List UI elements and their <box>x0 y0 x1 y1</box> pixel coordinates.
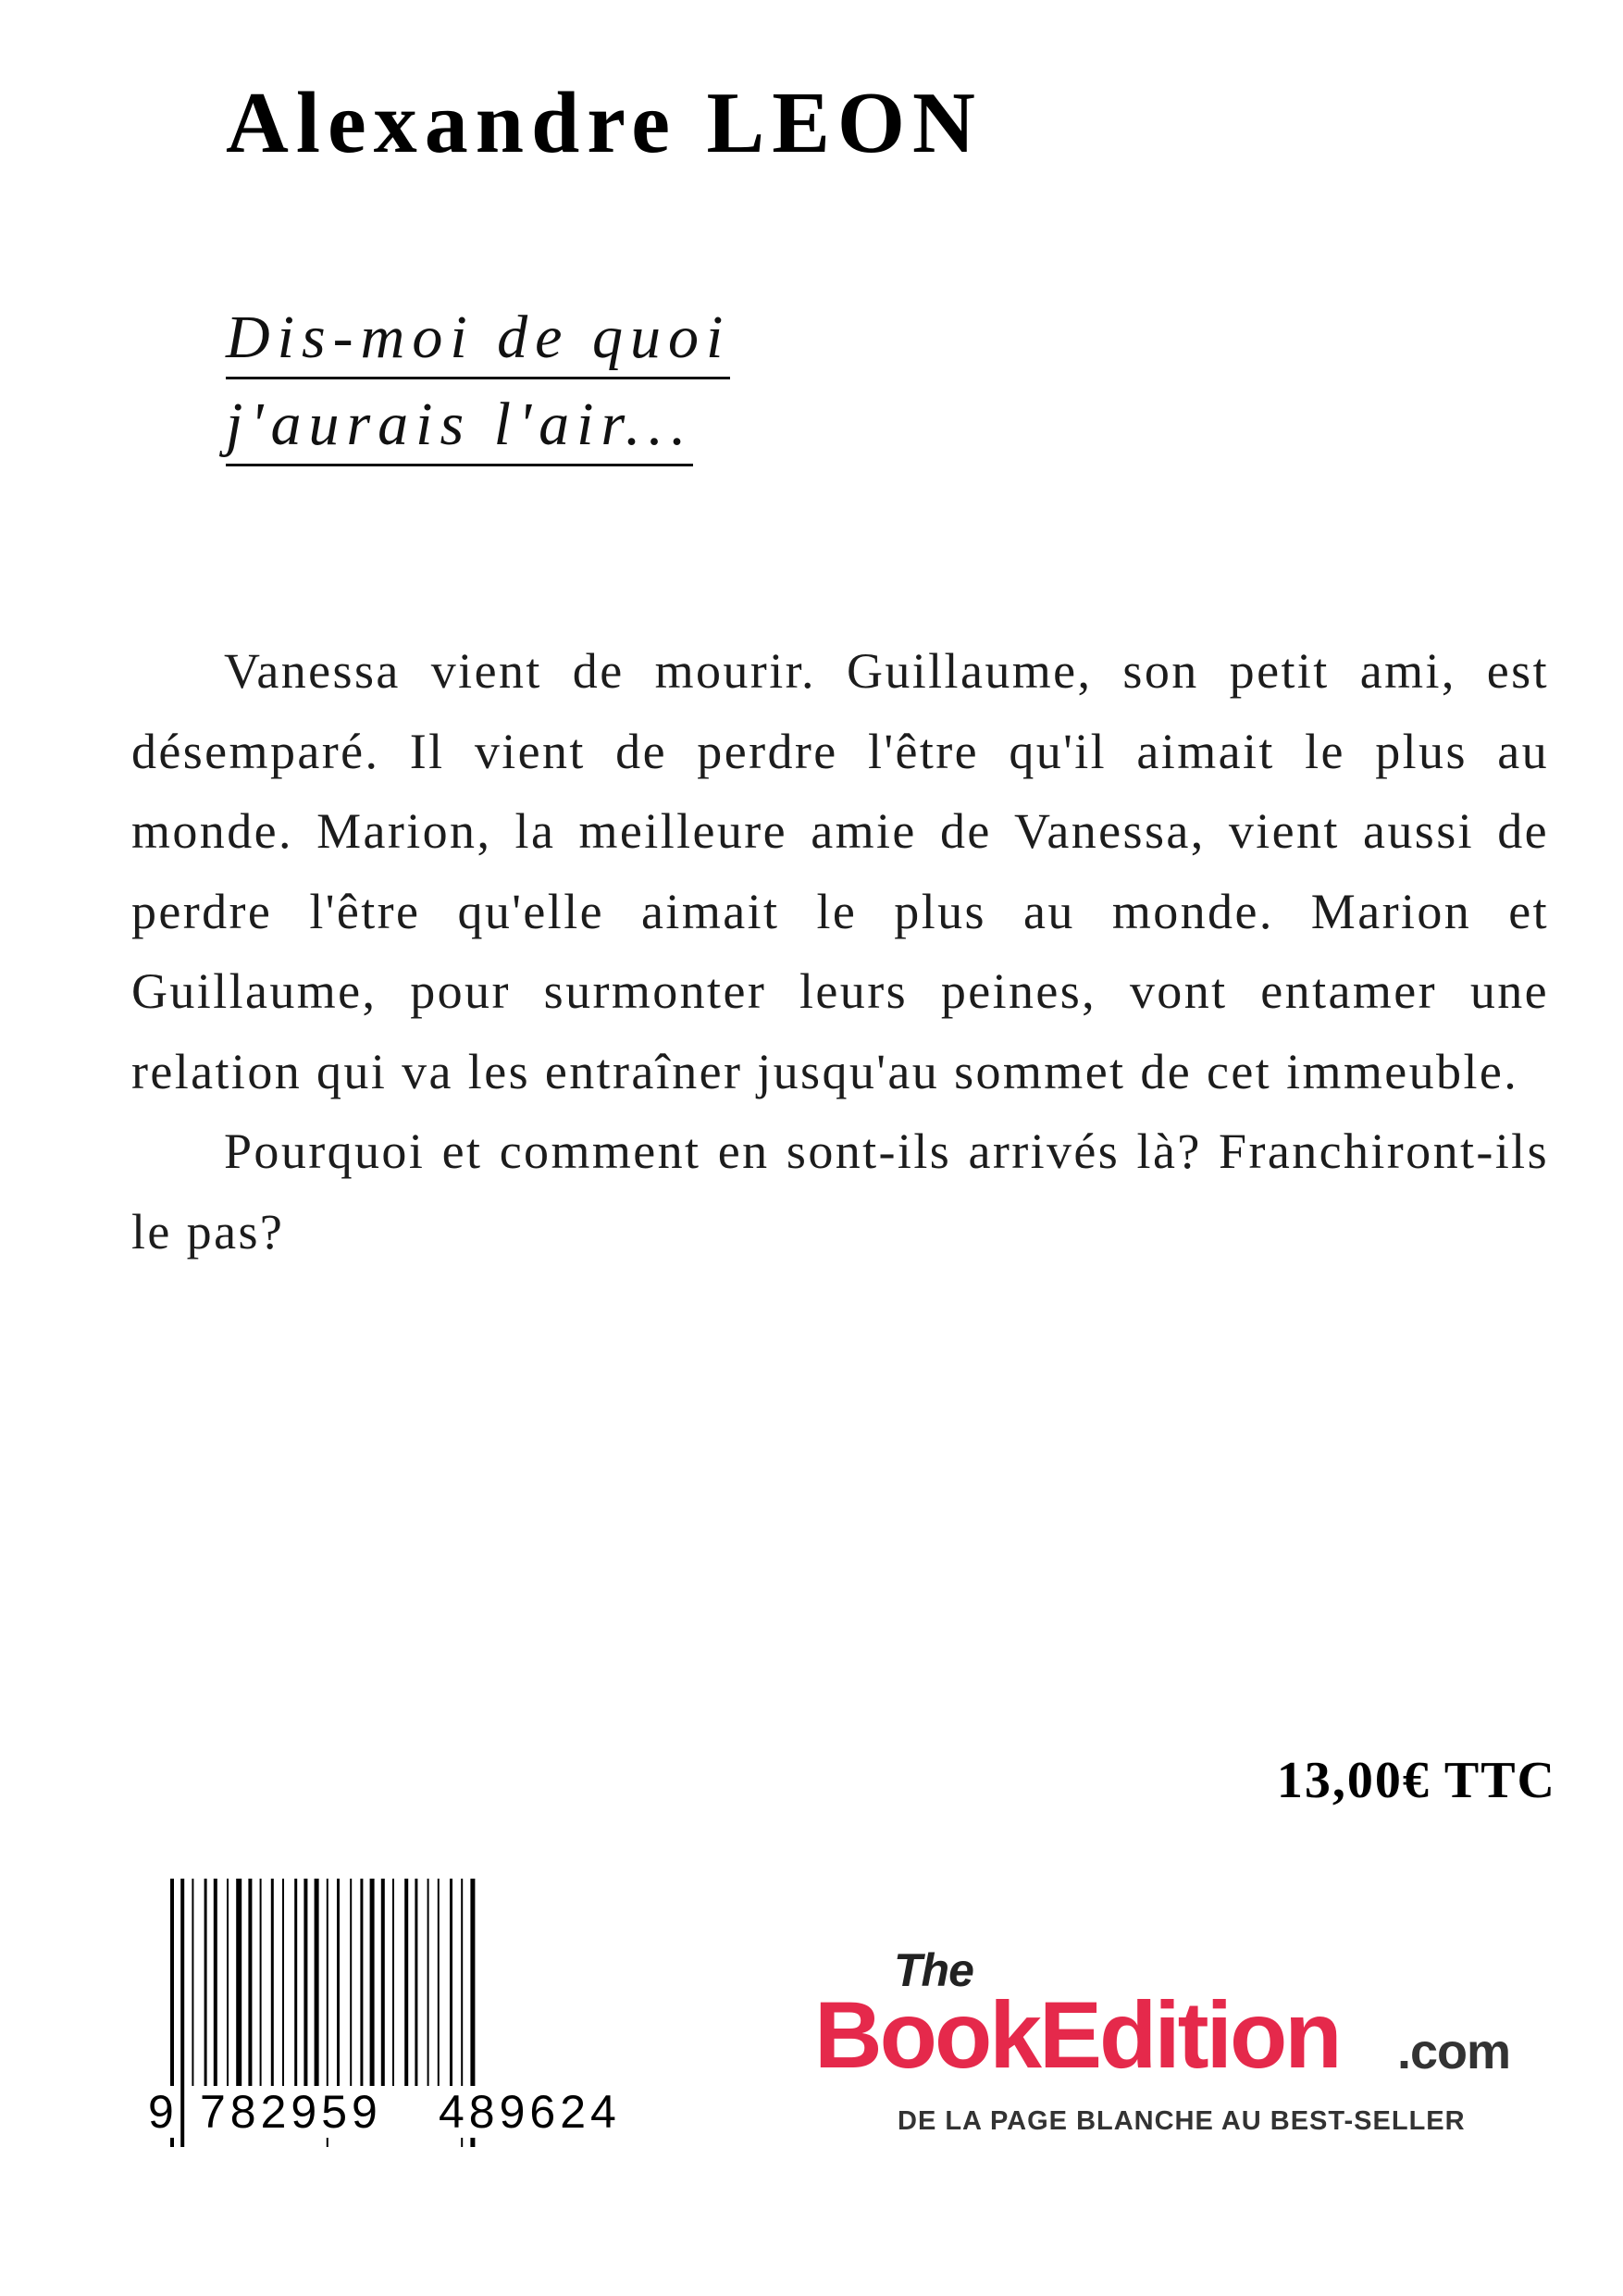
book-title-line-1: Dis-moi de quoi <box>226 301 730 379</box>
barcode-digits-left: 782959 <box>200 2086 382 2138</box>
barcode-bar <box>282 1879 284 2086</box>
barcode-bar <box>260 1879 262 2086</box>
logo-the-text: The <box>894 1944 973 1996</box>
barcode-bar <box>294 1879 297 2086</box>
barcode-bar <box>360 1879 363 2086</box>
barcode-bar <box>304 1879 307 2086</box>
price: 13,00€ TTC <box>1276 1752 1556 1809</box>
book-title <box>226 294 730 468</box>
barcode-bar <box>381 1879 385 2086</box>
author-name: Alexandre LEON <box>226 75 983 171</box>
barcode-bar <box>438 1879 440 2086</box>
logo-domain-text: .com <box>1397 2024 1511 2079</box>
barcode-bar <box>350 1879 352 2086</box>
barcode-digit-first: 9 <box>148 2086 174 2138</box>
barcode-bar <box>214 1879 217 2086</box>
barcode-bar <box>227 1879 229 2086</box>
barcode-bar <box>450 1879 452 2086</box>
book-title-line-2: j'aurais l'air... <box>226 388 693 466</box>
blurb <box>131 631 1549 1272</box>
barcode-bar <box>180 1879 184 2147</box>
barcode-bar <box>204 1879 207 2086</box>
publisher-logo <box>814 1943 1536 2136</box>
barcode-bar <box>248 1879 252 2086</box>
logo-tagline: DE LA PAGE BLANCHE AU BEST-SELLER <box>898 2106 1466 2136</box>
barcode-bar <box>271 1879 274 2086</box>
barcode-bar <box>192 1879 193 2086</box>
barcode-bar <box>392 1879 394 2086</box>
logo-brand-text: BookEdition <box>814 1982 1340 2088</box>
blurb-paragraph-2: Pourquoi et comment en sont-ils arrivés là? Franchiront-ils le pas? <box>131 1123 1549 1260</box>
blurb-paragraph-1: Vanessa vient de mourir. Guillaume, son petit ami, est désemparé. Il vient de perdre l'être qu'il aimait le plus au monde. Marion, la meilleure amie de Vanessa, vient aussi de perdre l'être qu'elle aimait le plus au monde. Marion et Guillaume, pour surmonter leurs peines, vont entamer une relation qui va les entraîner jusqu'au sommet de cet immeuble. <box>131 643 1549 1099</box>
barcode-bar <box>236 1879 242 2086</box>
barcode-bar <box>370 1879 375 2086</box>
barcode-bar <box>427 1879 429 2086</box>
barcode-bar <box>404 1879 408 2086</box>
barcode-digits-right: 489624 <box>439 2086 621 2138</box>
barcode-bar <box>315 1879 319 2086</box>
barcode-bar <box>337 1879 340 2086</box>
barcode-bar <box>415 1879 417 2086</box>
